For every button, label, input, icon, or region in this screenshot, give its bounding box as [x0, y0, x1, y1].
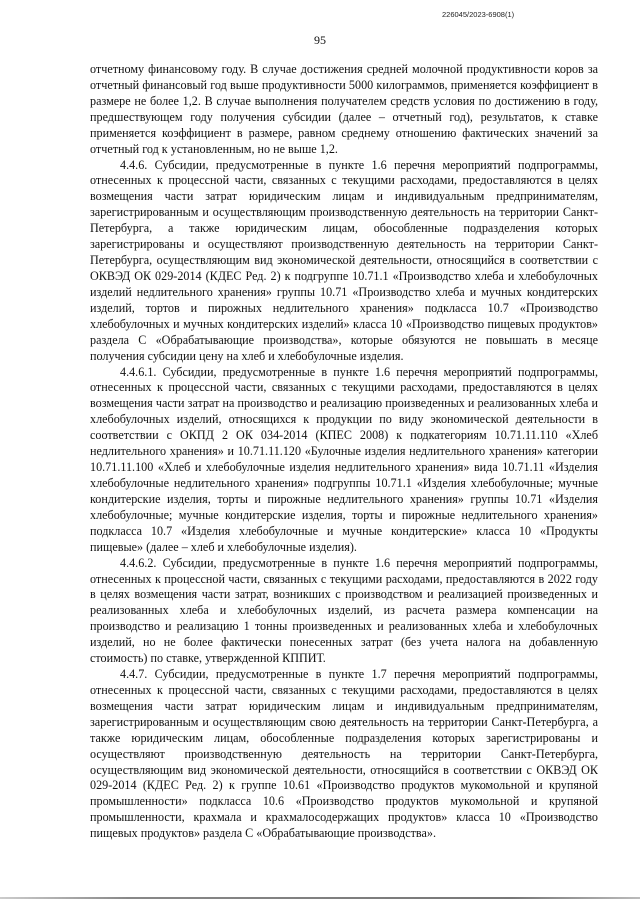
document-body	[90, 62, 598, 842]
paragraph-4-4-7: 4.4.7. Субсидии, предусмотренные в пункте 1.7 перечня мероприятий подпрограммы, отнесенных к процессной части, связанных с текущими расходами, предоставляются в целях возмещения части затрат юридическим лицам и индивидуальным предпринимателям, зарегистрированным и осуществляющим свою деятельность на территории Санкт-Петербурга, а также юридическим лицам, обособленные подразделения которых зарегистрированы и осуществляют производственную деятельность на территории Санкт-Петербурга, осуществляющим вид экономической деятельности, относящийся в соответствии с ОКВЭД ОК 029-2014 (КДЕС Ред. 2) к группе 10.61 «Производство продуктов мукомольной и крупяной промышленности» подкласса 10.6 «Производство продуктов мукомольной и крупяной промышленности, крахмала и крахмалосодержащих продуктов» класса 10 «Производство пищевых продуктов» раздела С «Обрабатывающие производства».	[90, 667, 598, 841]
paragraph-4-4-6: 4.4.6. Субсидии, предусмотренные в пункте 1.6 перечня мероприятий подпрограммы, отнесенных к процессной части, связанных с текущими расходами, предоставляются в целях возмещения части затрат юридическим лицам и индивидуальным предпринимателям, зарегистрированным и осуществляющим производственную деятельность на территории Санкт-Петербурга, а также юридическим лицам, обособленные подразделения которых зарегистрированы и осуществляют производственную деятельность на территории Санкт-Петербурга, осуществляющим вид экономической деятельности, относящийся в соответствии с ОКВЭД ОК 029-2014 (КДЕС Ред. 2) к подгруппе 10.71.1 «Производство хлеба и хлебобулочных изделий недлительного хранения» группы 10.71 «Производство хлеба и мучных кондитерских изделий, тортов и пирожных недлительного хранения» подкласса 10.7 «Производство хлебобулочных и мучных кондитерских изделий» класса 10 «Производство пищевых продуктов» раздела С «Обрабатывающие производства», которые обязуются не повышать в месяце получения субсидии цену на хлеб и хлебобулочные изделия.	[90, 157, 598, 363]
paragraph-4-4-6-2: 4.4.6.2. Субсидии, предусмотренные в пункте 1.6 перечня мероприятий подпрограммы, отнесенных к процессной части, связанных с текущими расходами, предоставляются в 2022 году в целях возмещения части затрат, возникших с производством и реализацией произведенных и реализованных хлеба и хлебобулочных изделий, из расчета размера компенсации на производство и реализацию 1 тонны произведенных и реализованных хлеба и хлебобулочных изделий, но не более фактически понесенных затрат (без учета налога на добавленную стоимость) по ставке, утвержденной КППИТ.	[90, 555, 598, 666]
paragraph-continuation: отчетному финансовому году. В случае достижения средней молочной продуктивности коров за отчетный финансовый год выше продуктивности 5000 килограммов, применяется коэффициент в размере не более 1,2. В случае выполнения получателем средств условия по достижению в году, предшествующем году получения субсидии (далее – отчетный год), результатов, к ставке применяется коэффициент в размере, равном среднему отношению фактических значений за отчетный год к установленным, но не выше 1,2.	[90, 62, 598, 156]
document-registration-number: 226045/2023-6908(1)	[442, 10, 515, 19]
paragraph-4-4-6-1: 4.4.6.1. Субсидии, предусмотренные в пункте 1.6 перечня мероприятий подпрограммы, отнесенных к процессной части, связанных с текущими расходами, предоставляются в целях возмещения части затрат на производство и реализацию произведенных и реализованных хлеба и хлебобулочных изделий, относящихся к продукции по виду экономической деятельности в соответствии с ОКПД 2 ОК 034-2014 (КПЕС 2008) к подкатегориям 10.71.11.110 «Хлеб недлительного хранения» и 10.71.11.120 «Булочные изделия недлительного хранения» категории 10.71.11.100 «Хлеб и хлебобулочные изделия недлительного хранения» вида 10.71.11 «Изделия хлебобулочные недлительного хранения» подгруппы 10.71.1 «Изделия хлебобулочные; мучные кондитерские изделия, торты и пирожные недлительного хранения» группы 10.71 «Изделия хлебобулочные; мучные кондитерские изделия, торты и пирожные недлительного хранения» подкласса 10.7 «Изделия хлебобулочные и мучные кондитерские» класса 10 «Продукты пищевые» (далее – хлеб и хлебобулочные изделия).	[90, 364, 598, 554]
scan-bottom-edge	[0, 897, 640, 899]
page-number: 95	[314, 33, 326, 47]
